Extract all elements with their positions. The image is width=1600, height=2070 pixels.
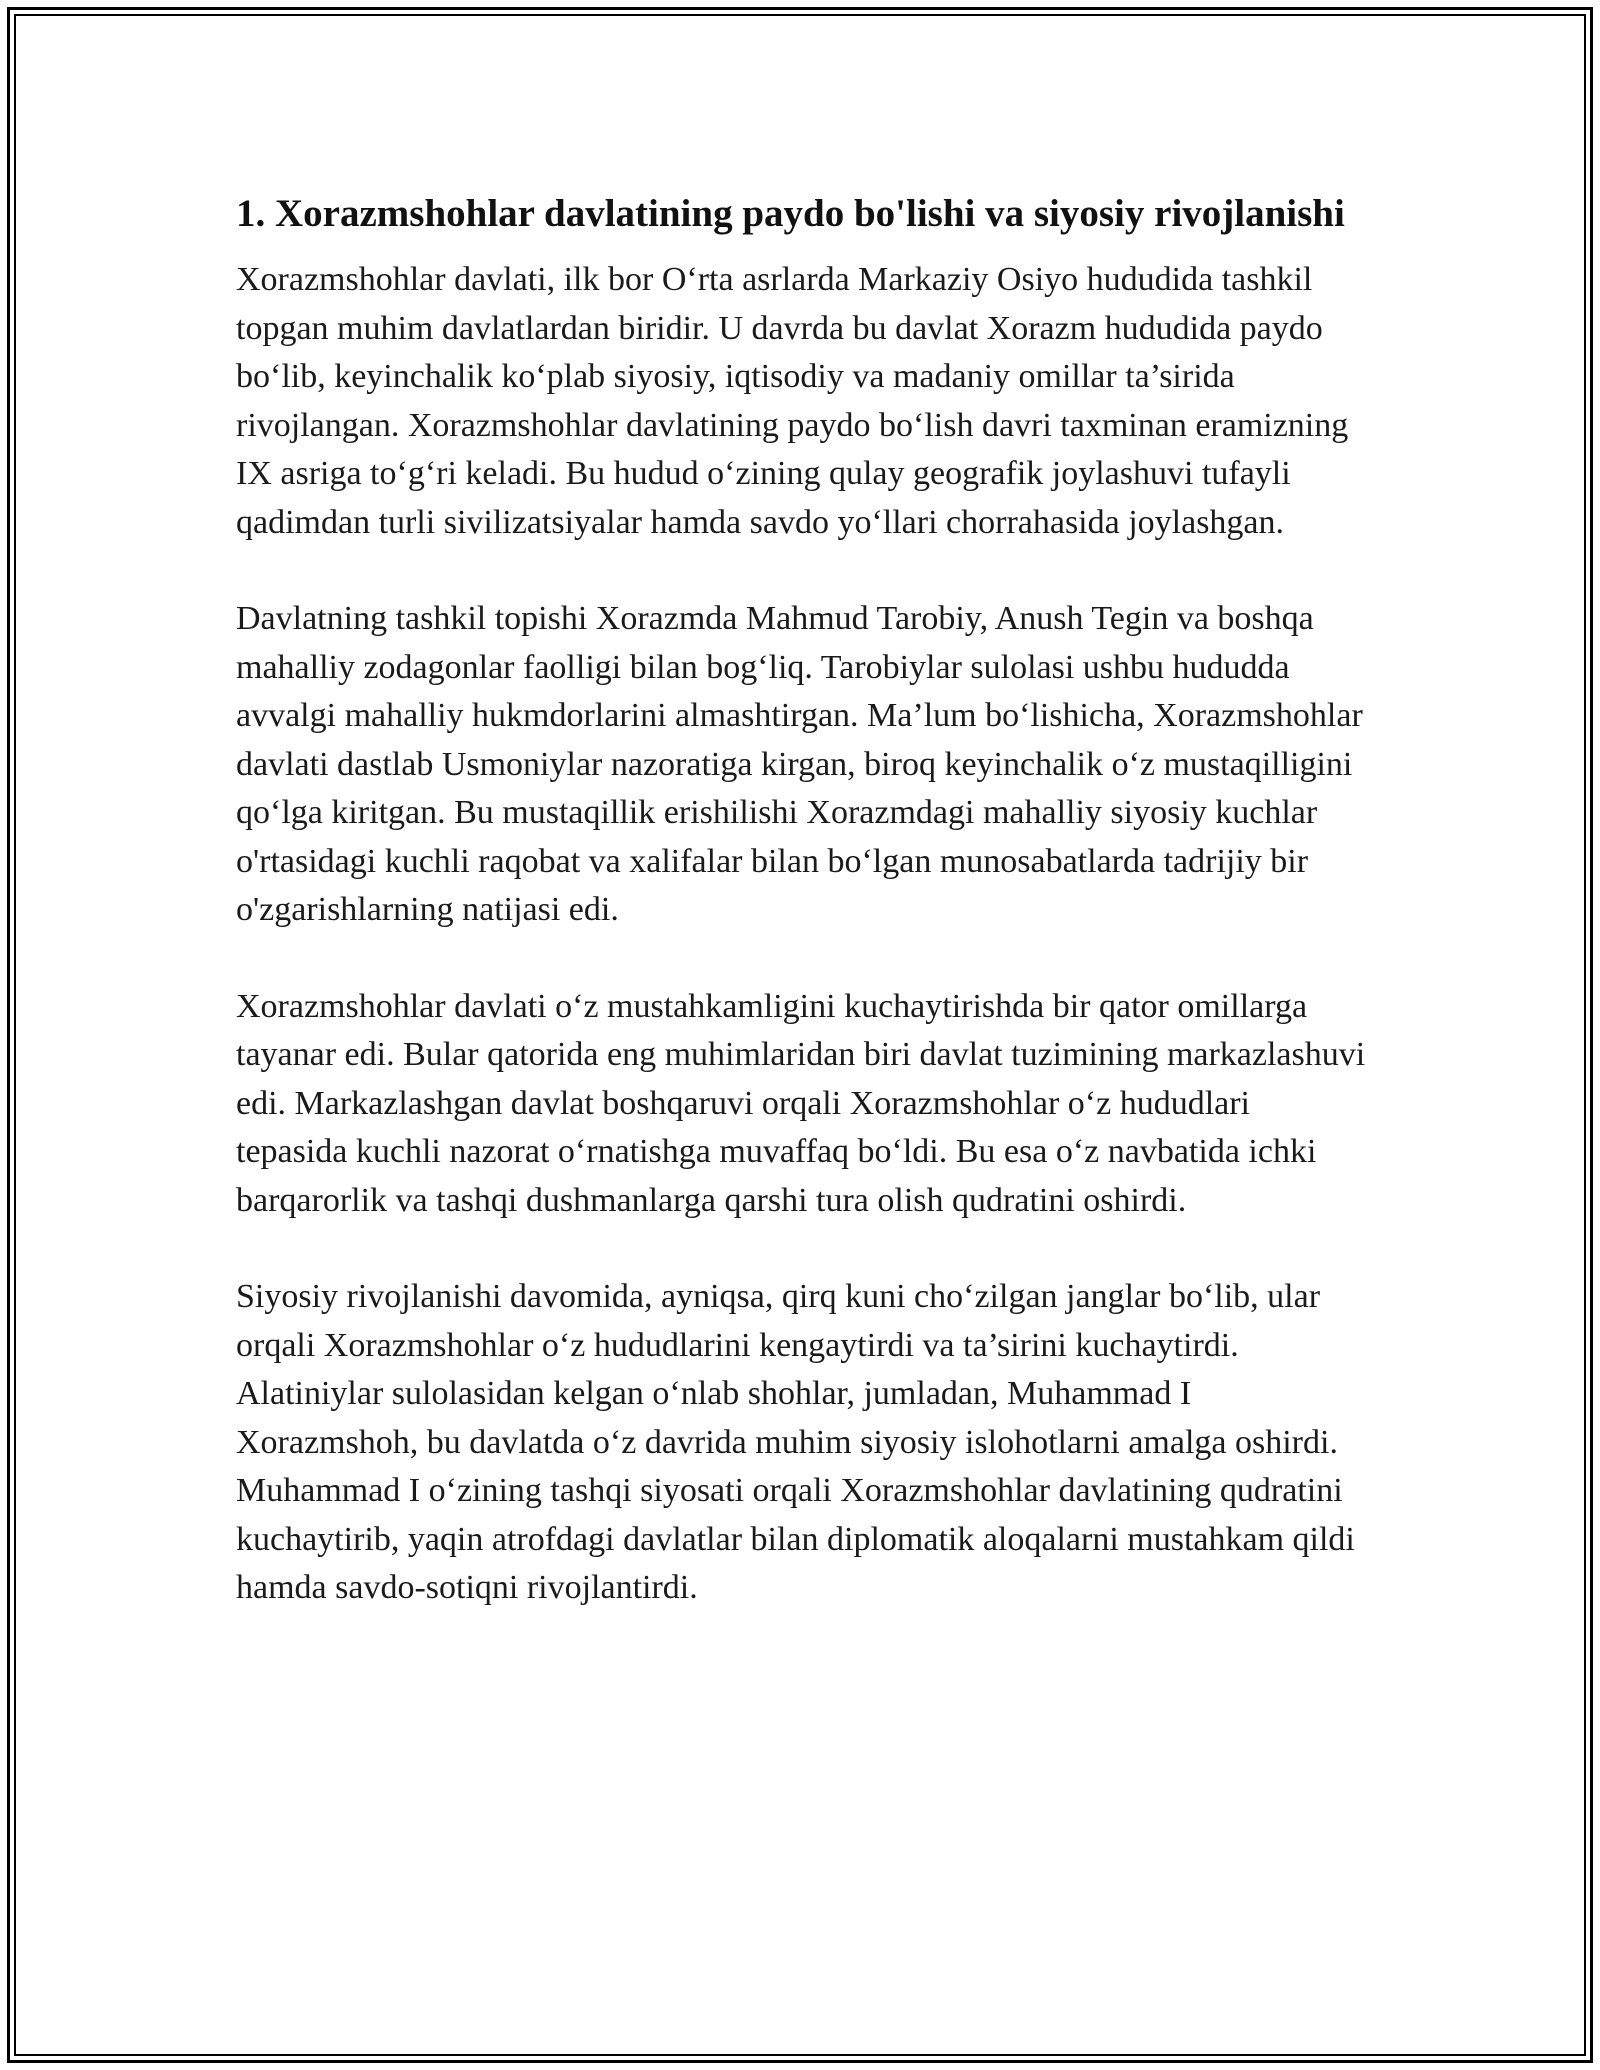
paragraph-1: Xorazmshohlar davlati, ilk bor O‘rta asrlarda Markaziy Osiyo hududida tashkil topgan muhim davlatlardan biridir. U davrda bu davlat Xorazm hududida paydo bo‘lib, keyinchalik ko‘plab siyosiy, iqtisodiy va madaniy omillar ta’sirida rivojlangan. Xorazmshohlar davlatining paydo bo‘lish davri taxminan eramizning IX asriga to‘g‘ri keladi. Bu hudud o‘zining qulay geografik joylashuvi tufayli qadimdan turli sivilizatsiyalar hamda savdo yo‘llari chorrahasida joylashgan. — [236, 261, 1349, 541]
paragraph-2: Davlatning tashkil topishi Xorazmda Mahmud Tarobiy, Anush Tegin va boshqa mahalliy zodagonlar faolligi bilan bog‘liq. Tarobiylar sulolasi ushbu hududda avvalgi mahalliy hukmdorlarini almashtirgan. Ma’lum bo‘lishicha, Xorazmshohlar davlati dastlab Usmoniylar nazoratiga kirgan, biroq keyinchalik o‘z mustaqilligini qo‘lga kiritgan. Bu mustaqillik erishilishi Xorazmdagi mahalliy siyosiy kuchlar o'rtasidagi kuchli raqobat va xalifalar bilan bo‘lgan munosabatlarda tadrijiy bir o'zgarishlarning natijasi edi. — [236, 600, 1363, 928]
document-body — [236, 186, 1366, 1613]
paragraph-3: Xorazmshohlar davlati o‘z mustahkamligini kuchaytirishda bir qator omillarga tayanar edi. Bular qatorida eng muhimlaridan biri davlat tuzimining markazlashuvi edi. Markazlashgan davlat boshqaruvi orqali Xorazmshohlar o‘z hududlari tepasida kuchli nazorat o‘rnatishga muvaffaq bo‘ldi. Bu esa o‘z navbatida ichki barqarorlik va tashqi dushmanlarga qarshi tura olish qudratini oshirdi. — [236, 987, 1366, 1219]
section-heading: 1. Xorazmshohlar davlatining paydo bo'lishi va siyosiy rivojlanishi — [236, 192, 1345, 235]
paragraph-4: Siyosiy rivojlanishi davomida, ayniqsa, qirq kuni cho‘zilgan janglar bo‘lib, ular orqali Xorazmshohlar o‘z hududlarini kengaytirdi va ta’sirini kuchaytirdi. Alatiniylar sulolasidan kelgan o‘nlab shohlar, jumladan, Muhammad I Xorazmshoh, bu davlatda o‘z davrida muhim siyosiy islohotlarni amalga oshirdi. Muhammad I o‘zining tashqi siyosati orqali Xorazmshohlar davlatining qudratini kuchaytirib, yaqin atrofdagi davlatlar bilan diplomatik aloqalarni mustahkam qildi hamda savdo-sotiqni rivojlantirdi. — [236, 1278, 1355, 1606]
